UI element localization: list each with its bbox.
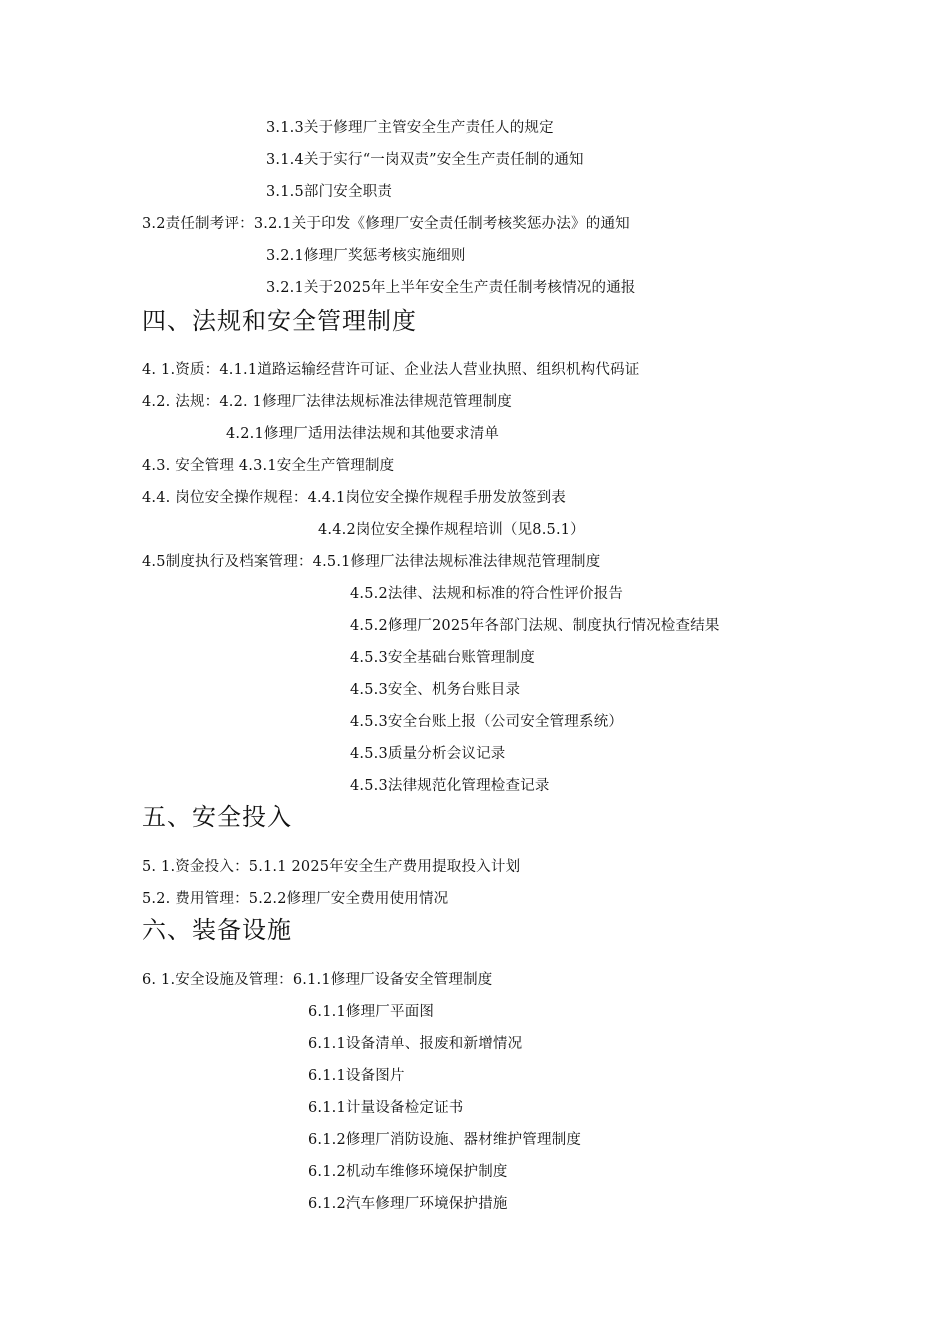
toc-entry-6-1-1-d: 6.1.1计量设备检定证书 bbox=[308, 1100, 464, 1116]
toc-entry-4-5-3-e: 4.5.3法律规范化管理检查记录 bbox=[350, 778, 550, 794]
toc-entry-6-1-2-b: 6.1.2机动车维修环境保护制度 bbox=[308, 1164, 508, 1180]
toc-entry-4-3: 4.3. 安全管理 4.3.1安全生产管理制度 bbox=[142, 458, 395, 474]
toc-entry-5-1: 5. 1.资金投入：5.1.1 2025年安全生产费用提取投入计划 bbox=[142, 859, 521, 875]
section-heading-4: 四、法规和安全管理制度 bbox=[142, 307, 417, 335]
toc-entry-6-1-1-a: 6.1.1修理厂平面图 bbox=[308, 1004, 435, 1020]
toc-entry-4-5-3-d: 4.5.3质量分析会议记录 bbox=[350, 746, 506, 762]
toc-entry-4-4: 4.4. 岗位安全操作规程：4.4.1岗位安全操作规程手册发放签到表 bbox=[142, 490, 566, 506]
toc-entry-6-1-2-a: 6.1.2修理厂消防设施、器材维护管理制度 bbox=[308, 1132, 582, 1148]
toc-entry-4-1: 4. 1.资质：4.1.1道路运输经营许可证、企业法人营业执照、组织机构代码证 bbox=[142, 362, 640, 378]
toc-entry-4-5-2-a: 4.5.2法律、法规和标准的符合性评价报告 bbox=[350, 586, 624, 602]
section-heading-6: 六、装备设施 bbox=[142, 916, 292, 944]
toc-entry-6-1: 6. 1.安全设施及管理：6.1.1修理厂设备安全管理制度 bbox=[142, 972, 493, 988]
toc-entry-3-2-1-a: 3.2.1修理厂奖惩考核实施细则 bbox=[266, 248, 466, 264]
toc-entry-4-5-3-c: 4.5.3安全台账上报（公司安全管理系统） bbox=[350, 714, 624, 730]
toc-entry-3-2-1-b: 3.2.1关于2025年上半年安全生产责任制考核情况的通报 bbox=[266, 280, 636, 296]
toc-entry-6-1-1-b: 6.1.1设备清单、报废和新增情况 bbox=[308, 1036, 523, 1052]
toc-entry-4-2-1: 4.2.1修理厂适用法律法规和其他要求清单 bbox=[226, 426, 500, 442]
toc-entry-4-5-2-b: 4.5.2修理厂2025年各部门法规、制度执行情况检查结果 bbox=[350, 618, 720, 634]
toc-entry-4-4-2: 4.4.2岗位安全操作规程培训（见8.5.1） bbox=[318, 522, 585, 538]
toc-entry-4-5: 4.5制度执行及档案管理：4.5.1修理厂法律法规标准法律规范管理制度 bbox=[142, 554, 601, 570]
toc-entry-4-5-3-b: 4.5.3安全、机务台账目录 bbox=[350, 682, 521, 698]
toc-entry-4-2: 4.2. 法规：4.2. 1修理厂法律法规标准法律规范管理制度 bbox=[142, 394, 512, 410]
section-heading-5: 五、安全投入 bbox=[142, 803, 292, 831]
toc-entry-3-2: 3.2责任制考评：3.2.1关于印发《修理厂安全责任制考核奖惩办法》的通知 bbox=[142, 216, 630, 232]
toc-entry-3-1-5: 3.1.5部门安全职责 bbox=[266, 184, 393, 200]
toc-entry-6-1-1-c: 6.1.1设备图片 bbox=[308, 1068, 405, 1084]
toc-entry-3-1-4: 3.1.4关于实行“一岗双责”安全生产责任制的通知 bbox=[266, 152, 584, 168]
toc-entry-3-1-3: 3.1.3关于修理厂主管安全生产责任人的规定 bbox=[266, 120, 554, 136]
toc-entry-5-2: 5.2. 费用管理：5.2.2修理厂安全费用使用情况 bbox=[142, 891, 449, 907]
toc-entry-6-1-2-c: 6.1.2汽车修理厂环境保护措施 bbox=[308, 1196, 508, 1212]
toc-entry-4-5-3-a: 4.5.3安全基础台账管理制度 bbox=[350, 650, 535, 666]
